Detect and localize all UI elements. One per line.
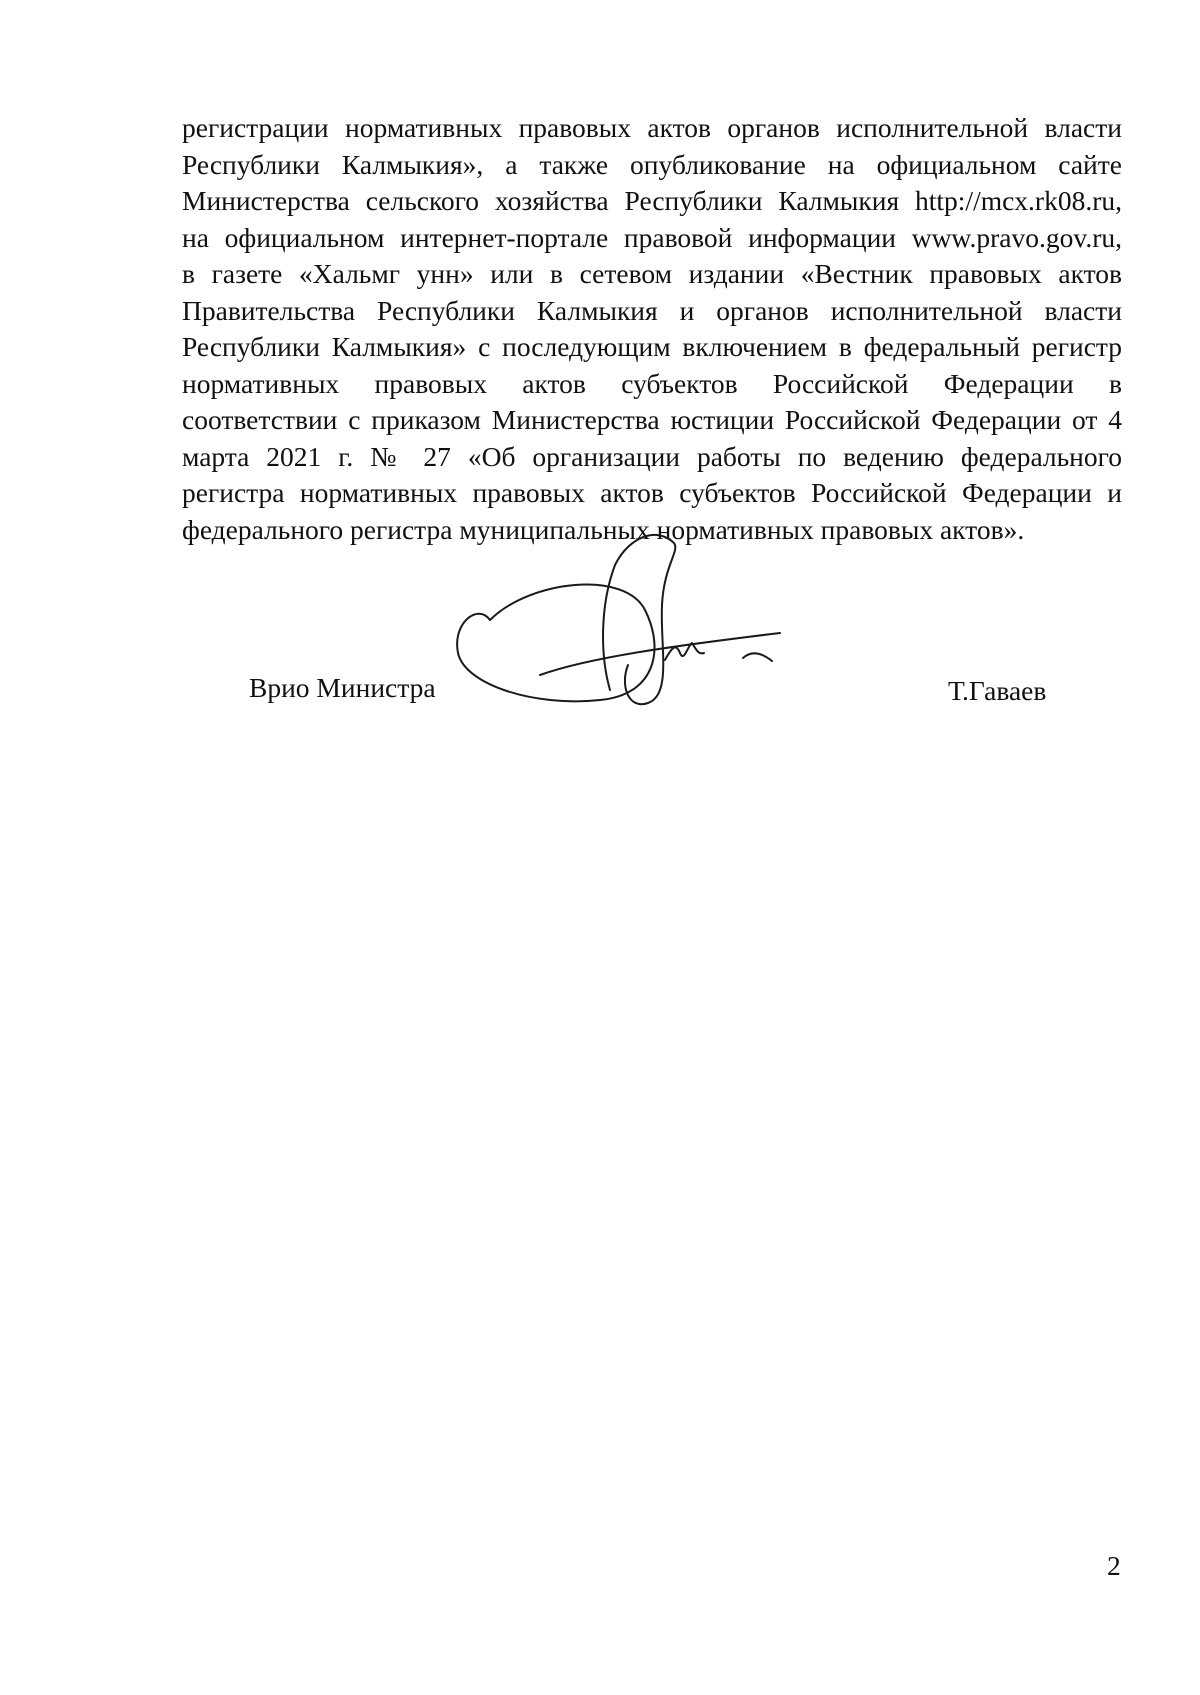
paragraph-line: Министерства сельского хозяйства Республики Калмыкия http://mcx.rk08.ru, [182, 185, 1122, 216]
paragraph-line: в газете «Хальмг унн» или в сетевом издании «Вестник правовых актов [182, 258, 1122, 289]
paragraph-line: Правительства Республики Калмыкия и органов исполнительной власти [182, 294, 1122, 326]
paragraph-line: Республики Калмыкия» с последующим включением в федеральный регистр [182, 331, 1122, 362]
body-paragraph [182, 110, 1122, 548]
paragraph-line: на официальном интернет-портале правовой информации www.pravo.gov.ru, [182, 221, 1122, 253]
signatory-name: Т.Гаваев [948, 675, 1047, 706]
paragraph-line: регистра нормативных правовых актов субъектов Российской Федерации и [182, 477, 1122, 508]
paragraph-line: регистрации нормативных правовых актов органов исполнительной власти [182, 112, 1122, 143]
page-number: 2 [1107, 1550, 1121, 1581]
paragraph-line: соответствии с приказом Министерства юстиции Российской Федерации от 4 [182, 404, 1122, 435]
paragraph-line: нормативных правовых актов субъектов Российской Федерации в [182, 367, 1122, 399]
paragraph-line: марта 2021 г. № 27 «Об организации работы по ведению федерального [182, 440, 1122, 472]
paragraph-line: Республики Калмыкия», а также опубликование на официальном сайте [182, 148, 1122, 180]
handwritten-signature [450, 525, 840, 775]
signatory-title: Врио Министра [249, 672, 436, 703]
paragraph-line: федерального регистра муниципальных нормативных правовых актов». [182, 513, 1025, 545]
